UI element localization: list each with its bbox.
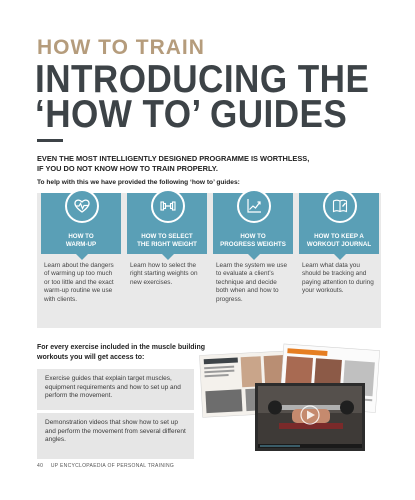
page-footer [37,463,180,469]
chart-icon [237,189,271,223]
card-title-line-1: HOW TO KEEP A [314,233,364,240]
heartbeat-icon [65,189,99,223]
guide-preview-images [197,343,382,455]
card-title [215,233,291,249]
page-title-line-2: ‘HOW TO’ GUIDES [35,93,348,136]
card-description: Learn what data you should be tracking and paying attention to during your workouts. [302,262,374,295]
guide-card-warm-up [41,193,121,328]
guides-panel [37,193,381,328]
guide-card-select-weight [127,193,207,328]
card-title-line-1: HOW TO [68,233,94,240]
card-pointer [162,254,174,260]
card-title [301,233,377,249]
intro-statement [37,154,377,174]
card-title-line-2: WARM-UP [65,241,97,248]
book-title: UP ENCYCLOPAEDIA OF PERSONAL TRAINING [50,463,175,469]
intro-subtext: To help with this we have provided the following ‘how to’ guides: [37,179,240,186]
card-description: Learn about the dangers of warming up too much or too little and the exact warm-up routine we use with clients. [44,262,114,303]
card-title-line-1: HOW TO [240,233,266,240]
card-title [129,233,205,249]
demo-videos-note: Demonstration videos that show how to set up and perform the movement from several different angles. [37,413,194,459]
card-title-line-2: WORKOUT JOURNAL [306,241,372,248]
card-title [43,233,119,249]
card-description: Learn the system we use to evaluate a client’s technique and decide both when and how to progress. [216,262,288,303]
dumbbell-icon [151,189,185,223]
guide-card-progress-weights [213,193,293,328]
card-pointer [248,254,260,260]
title-divider [37,139,63,142]
page-title-line-1: INTRODUCING THE [35,58,370,101]
card-pointer [334,254,346,260]
section-kicker: HOW TO TRAIN [37,36,205,59]
notebook-icon [323,189,357,223]
card-description: Learn how to select the right starting weights on new exercises. [130,262,198,286]
card-title-line-1: HOW TO SELECT [141,233,193,240]
card-title-line-2: THE RIGHT WEIGHT [137,241,197,248]
access-heading: For every exercise included in the muscle building workouts you will get access to: [37,344,206,361]
card-title-line-2: PROGRESS WEIGHTS [220,241,286,248]
intro-line-2: IF YOU DO NOT KNOW HOW TO TRAIN PROPERLY. [37,164,218,173]
page-number: 40 [37,463,44,469]
preview-collage [197,343,382,455]
guide-card-workout-journal [299,193,379,328]
exercise-guides-note: Exercise guides that explain target muscles, equipment requirements and how to set up and perform the movement. [37,369,194,410]
card-pointer [76,254,88,260]
intro-line-1: EVEN THE MOST INTELLIGENTLY DESIGNED PROGRAMME IS WORTHLESS, [37,154,310,163]
